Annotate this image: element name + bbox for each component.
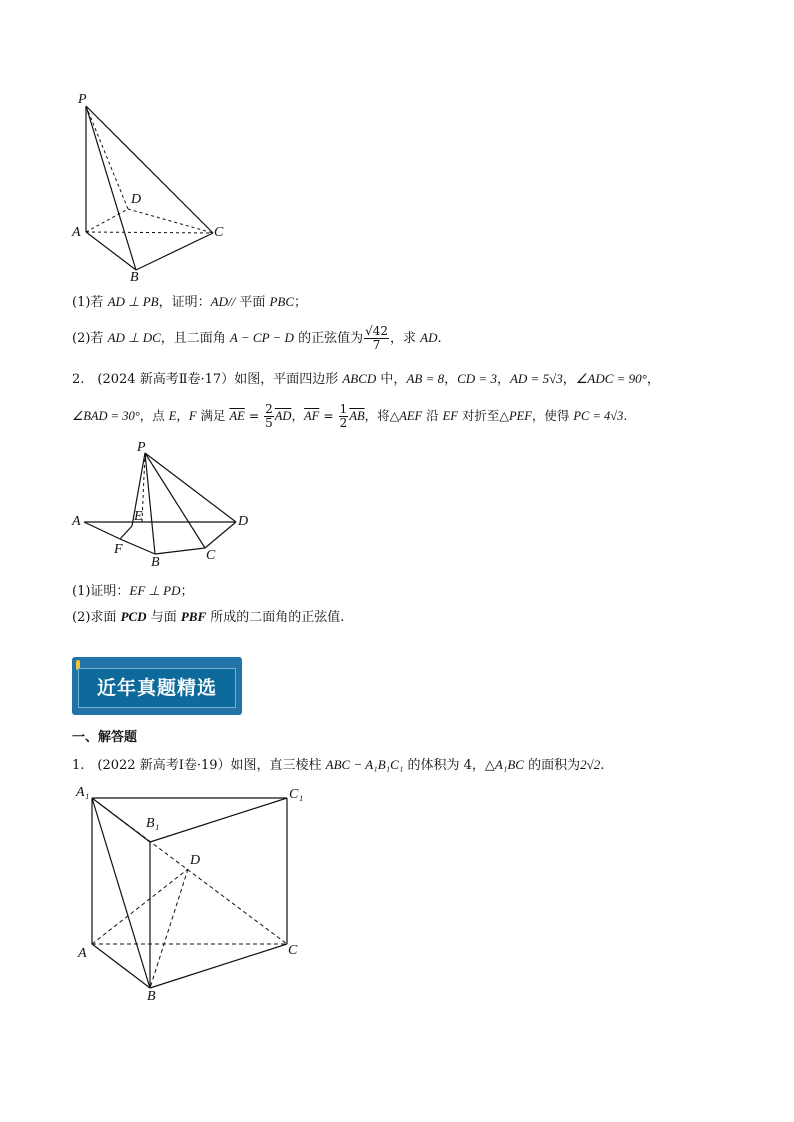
vertex-label-b: B — [147, 989, 156, 1004]
vertex-label-p: P — [78, 92, 87, 107]
vertex-label-f: F — [114, 542, 123, 557]
section-heading: 一、解答题 — [72, 730, 138, 745]
vertex-label-p: P — [137, 440, 146, 455]
vertex-label-b1: B₁ — [146, 816, 160, 831]
vertex-label-a: A — [72, 514, 81, 529]
vertex-label-b: B — [151, 555, 160, 570]
banner-title: 近年真题精选 — [78, 668, 236, 708]
fraction-2-over-5: $\frac{2}{5}$ — [265, 402, 273, 430]
vertex-label-d: D — [238, 514, 249, 529]
question-2-line-1: 2. (2024 新高考Ⅱ卷·17）如图，平面四边形 ABCD 中，AB = 8，CD = 3，AD = 5√3，∠ADC = 90°， — [72, 371, 660, 387]
vertex-label-c: C — [214, 225, 224, 240]
figure-triangular-prism — [70, 785, 320, 1010]
question-part-2: (2)若 AD ⊥ DC，且二面角 A − CP − D 的正弦值为 $\frac{√42}{7}$ ，求 AD. — [72, 324, 442, 352]
question-2-sub-2: (2)求面 PCD 与面 PBF 所成的二面角的正弦值. — [72, 609, 345, 625]
vertex-label-d: D — [190, 853, 201, 868]
vertex-label-c1: C₁ — [289, 787, 304, 802]
vertex-label-c: C — [288, 943, 298, 958]
fraction-sqrt42-over-7: $\frac{√42}{7}$ — [365, 324, 389, 352]
question-part-1: (1)若 AD ⊥ PB，证明：AD// 平面 PBC； — [72, 294, 308, 310]
question-2-sub-1: (1)证明：EF ⊥ PD； — [72, 583, 194, 599]
vertex-label-d: D — [131, 192, 142, 207]
vertex-label-e: E — [134, 509, 143, 524]
vertex-label-a: A — [72, 225, 81, 240]
section-banner — [72, 657, 242, 715]
vertex-label-c: C — [206, 548, 216, 563]
fraction-1-over-2: $\frac{1}{2}$ — [339, 402, 348, 430]
figure-folded-quadrilateral — [70, 440, 260, 575]
vertex-label-b: B — [130, 270, 139, 285]
vertex-label-a: A — [78, 946, 87, 961]
figure-pyramid-pabcd — [70, 92, 240, 285]
vertex-label-a1: A₁ — [76, 785, 90, 800]
question-2-line-2: ∠BAD = 30°，点 E，F 满足 $\overline{AE}$ = $\frac{2}{5}$ $\overline{AD}$，$\overline{AF}$ = $\frac{1}{2}$ $\overline{AB}$，将△AEF 沿 EF 对折至△PEF，使得 PC = 4√3. — [72, 402, 628, 430]
question-2022-line: 1. (2022 新高考Ⅰ卷·19）如图，直三棱柱 ABC − A₁B₁C₁ 的体积为 4，△A₁BC 的面积为2√2. — [72, 757, 605, 773]
